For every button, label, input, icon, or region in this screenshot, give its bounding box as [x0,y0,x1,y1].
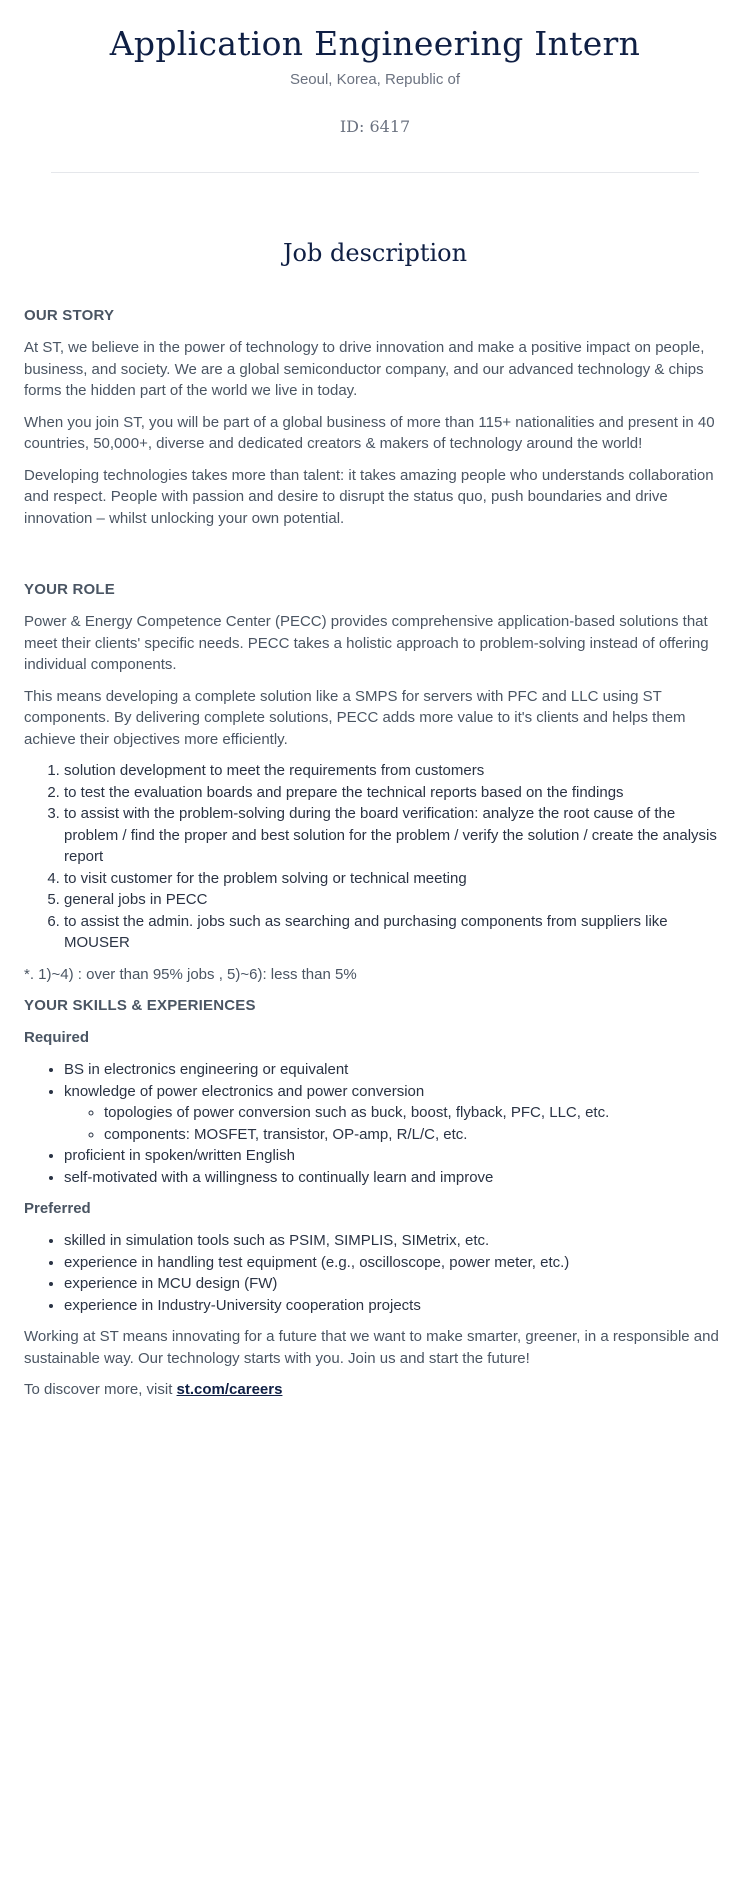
discover-more-line [24,1379,726,1401]
list-item-text: knowledge of power electronics and power conversion [64,1082,425,1100]
role-task-list [24,760,726,954]
our-story-paragraph: At ST, we believe in the power of technology to drive innovation and make a positive impact on people, business, and society. We are a global semiconductor company, and our advanced technology & chips forms the hidden part of the world we live in today. [24,339,705,399]
closing-paragraph: Working at ST means innovating for a future that we want to make smarter, greener, in a responsible and sustainable way. Our technology starts with you. Join us and start the future! [24,1328,719,1367]
list-item: ◦ components: MOSFET, transistor, OP-amp, R/L/C, etc. [104,1124,726,1146]
list-item: 6. to assist the admin. jobs such as searching and purchasing components from suppliers like MOUSER [64,911,726,954]
section-title: Job description [282,239,468,267]
list-item: 5. general jobs in PECC [64,889,726,911]
job-id: ID: 6417 [339,117,411,136]
skills-heading: YOUR SKILLS & EXPERIENCES [24,997,256,1014]
list-item: 1. solution development to meet the requirements from customers [64,760,726,782]
list-item: • self-motivated with a willingness to continually learn and improve [64,1167,726,1189]
your-role-heading: YOUR ROLE [24,581,115,598]
list-item: • experience in MCU design (FW) [64,1273,726,1295]
careers-link[interactable]: st.com/careers [176,1381,283,1398]
list-item: 4. to visit customer for the problem solving or technical meeting [64,868,726,890]
role-note: *. 1)~4) : over than 95% jobs , 5)~6): less than 5% [24,965,357,983]
list-item: • experience in Industry-University cooperation projects [64,1295,726,1317]
our-story-paragraph: When you join ST, you will be part of a global business of more than 115+ nationalities and present in 40 countries, 50,000+, diverse and dedicated creators & makers of technology around the world! [24,413,715,452]
list-item: • BS in electronics engineering or equivalent [64,1059,726,1081]
preferred-skills-list [24,1230,726,1316]
list-item: • skilled in simulation tools such as PSIM, SIMPLIS, SIMetrix, etc. [64,1230,726,1252]
list-item: ◦ topologies of power conversion such as buck, boost, flyback, PFC, LLC, etc. [104,1102,726,1124]
job-location: Seoul, Korea, Republic of [289,71,461,88]
our-story-heading: OUR STORY [24,307,115,324]
header-divider [51,172,699,173]
discover-more-text: To discover more, visit [24,1381,177,1398]
required-skills-list [24,1059,726,1188]
your-role-paragraph: Power & Energy Competence Center (PECC) provides comprehensive application-based solutions that meet their clients' specific needs. PECC takes a holistic approach to problem-solving instead of offering individual components. [24,613,709,673]
job-header [24,0,726,138]
list-item [64,1081,726,1146]
our-story-section [24,305,726,529]
list-item: • proficient in spoken/written English [64,1145,726,1167]
required-heading: Required [24,1029,90,1046]
list-item: 2. to test the evaluation boards and prepare the technical reports based on the findings [64,782,726,804]
your-role-section [24,579,726,985]
required-sub-list [64,1102,726,1145]
closing-section [24,1326,726,1401]
list-item: • experience in handling test equipment (e.g., oscilloscope, power meter, etc.) [64,1252,726,1274]
preferred-heading: Preferred [24,1200,91,1217]
our-story-paragraph: Developing technologies takes more than talent: it takes amazing people who understands collaboration and respect. People with passion and desire to disrupt the status quo, push boundaries and drive innovation – whilst unlocking your own potential. [24,466,714,527]
list-item: 3. to assist with the problem-solving during the board verification: analyze the root cause of the problem / find the proper and best solution for the problem / verify the solution / create the analysis report [64,803,726,868]
job-title: Application Engineering Intern [109,24,641,63]
your-role-paragraph: This means developing a complete solution like a SMPS for servers with PFC and LLC using ST components. By delivering complete solutions, PECC adds more value to it's clients and helps them achieve their objectives more efficiently. [24,687,686,748]
skills-section [24,995,726,1316]
